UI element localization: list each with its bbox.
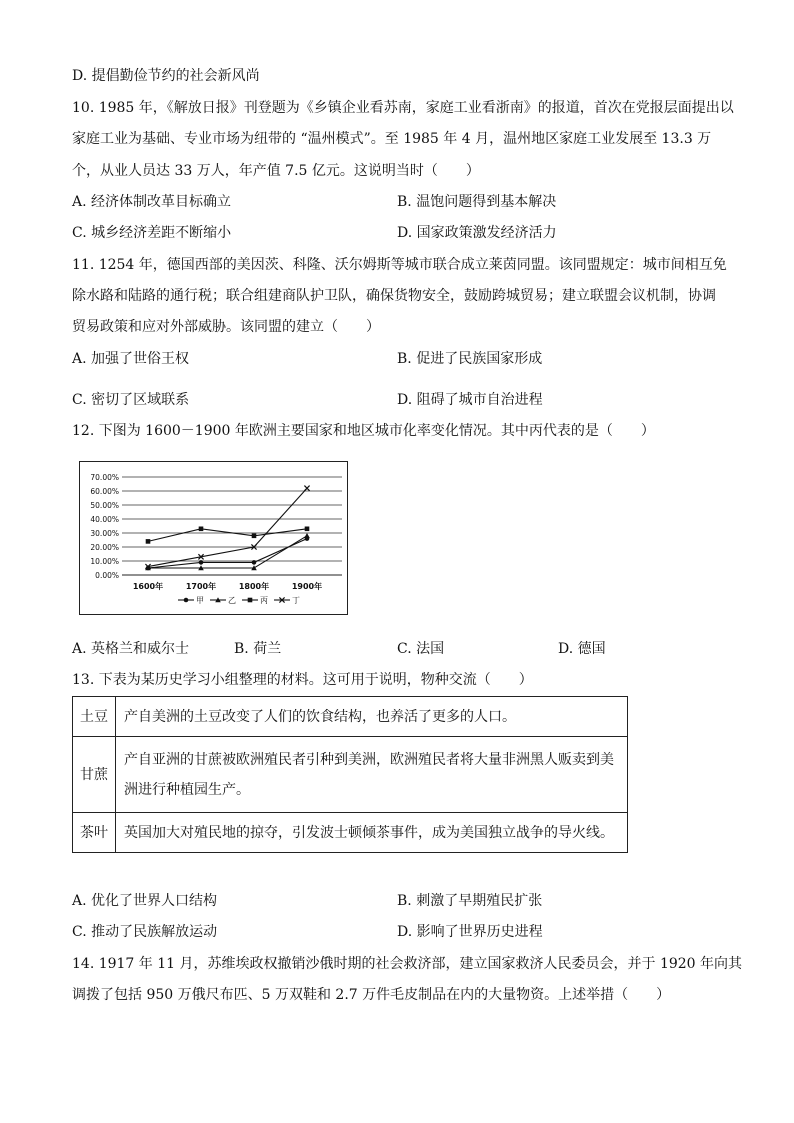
data-point-2-0	[146, 539, 151, 544]
table-row	[73, 813, 628, 853]
q12-option-d: D. 德国	[558, 641, 606, 657]
series-line-3	[148, 488, 307, 566]
data-point-2-3	[305, 527, 310, 532]
table-cell-text: 产自亚洲的甘蔗被欧洲殖民者引种到美洲，欧洲殖民者将大量非洲黑人贩卖到美 洲进行种植园生产。	[116, 737, 628, 813]
legend-label: 丙	[260, 596, 268, 605]
x-tick-label: 1800年	[238, 582, 270, 591]
data-point-1-3	[304, 533, 310, 538]
urbanization-chart-svg	[80, 462, 347, 614]
y-tick-label: 40.00%	[90, 515, 119, 524]
urbanization-chart	[79, 461, 348, 615]
q11-option-a: A. 加强了世俗王权	[72, 351, 190, 367]
y-tick-label: 20.00%	[90, 543, 119, 552]
q12-option-b: B. 荷兰	[234, 641, 282, 657]
y-tick-label: 60.00%	[90, 487, 119, 496]
q11-stem-line2: 除水路和陆路的通行税；联合组建商队护卫队，确保货物安全，鼓励跨城贸易；建立联盟会议机制，协调	[72, 288, 716, 304]
q11-stem-line1: 11. 1254 年，德国西部的美因茨、科隆、沃尔姆斯等城市联合成立莱茵同盟。该同盟规定：城市间相互免	[72, 257, 727, 273]
data-point-0-1	[199, 560, 204, 565]
data-point-0-2	[252, 560, 257, 565]
q13-option-a: A. 优化了世界人口结构	[72, 893, 218, 909]
q10-stem-line2: 家庭工业为基础、专业市场为纽带的 “温州模式”。至 1985 年 4 月，温州地区家庭工业发展至 13.3 万	[72, 131, 712, 147]
table-cell-text: 英国加大对殖民地的掠夺，引发波士顿倾茶事件，成为美国独立战争的导火线。	[116, 813, 628, 853]
table-cell-key: 茶叶	[73, 813, 116, 853]
table-cell-text: 产自美洲的土豆改变了人们的饮食结构，也养活了更多的人口。	[116, 697, 628, 737]
q10-stem-line1: 10. 1985 年，《解放日报》刊登题为《乡镇企业看苏南，家庭工业看浙南》的报道，首次在党报层面提出以	[72, 100, 734, 116]
y-tick-label: 50.00%	[90, 501, 119, 510]
q11-option-b: B. 促进了民族国家形成	[397, 351, 543, 367]
table-row	[73, 737, 628, 813]
y-tick-label: 0.00%	[95, 571, 119, 580]
q9-option-d: D. 提倡勤俭节约的社会新风尚	[72, 68, 260, 84]
series-line-2	[148, 529, 307, 542]
q12-option-a: A. 英格兰和威尔士	[72, 641, 190, 657]
legend-label: 甲	[196, 596, 204, 605]
data-point-2-1	[199, 527, 204, 532]
table-cell-key: 土豆	[73, 697, 116, 737]
q13-option-c: C. 推动了民族解放运动	[72, 924, 218, 940]
q13-material-table	[72, 696, 628, 853]
legend-label: 丁	[292, 596, 300, 605]
q11-option-d: D. 阻碍了城市自治进程	[397, 392, 543, 408]
q11-stem-line3: 贸易政策和应对外部威胁。该同盟的建立（ ）	[72, 319, 380, 335]
y-tick-label: 10.00%	[90, 557, 119, 566]
legend-marker	[184, 598, 189, 603]
y-tick-label: 70.00%	[90, 473, 119, 482]
legend-marker	[248, 598, 253, 603]
y-tick-label: 30.00%	[90, 529, 119, 538]
q10-option-a: A. 经济体制改革目标确立	[72, 194, 232, 210]
q10-option-b: B. 温饱问题得到基本解决	[397, 194, 557, 210]
table-row	[73, 697, 628, 737]
series-line-0	[148, 539, 307, 568]
legend-label: 乙	[228, 596, 236, 605]
table-cell-key: 甘蔗	[73, 737, 116, 813]
q12-stem: 12. 下图为 1600－1900 年欧洲主要国家和地区城市化率变化情况。其中丙代表的是（ ）	[72, 423, 655, 439]
q10-option-d: D. 国家政策激发经济活力	[397, 225, 557, 241]
x-tick-label: 1600年	[132, 582, 164, 591]
data-point-3-3	[304, 486, 309, 491]
q13-stem: 13. 下表为某历史学习小组整理的材料。这可用于说明，物种交流（ ）	[72, 672, 533, 688]
q13-option-d: D. 影响了世界历史进程	[397, 924, 543, 940]
q11-option-c: C. 密切了区域联系	[72, 392, 190, 408]
q14-stem-line1: 14. 1917 年 11 月，苏维埃政权撤销沙俄时期的社会救济部，建立国家救济人民委员会，并于 1920 年向其	[72, 956, 743, 972]
x-tick-label: 1900年	[291, 582, 323, 591]
data-point-2-2	[252, 534, 257, 539]
q14-stem-line2: 调拨了包括 950 万俄尺布匹、5 万双鞋和 2.7 万件毛皮制品在内的大量物资。上述举措（ ）	[72, 987, 671, 1003]
q10-option-c: C. 城乡经济差距不断缩小	[72, 225, 232, 241]
q10-stem-line3: 个，从业人员达 33 万人，年产值 7.5 亿元。这说明当时（ ）	[72, 163, 480, 179]
q13-option-b: B. 刺激了早期殖民扩张	[397, 893, 543, 909]
x-tick-label: 1700年	[185, 582, 217, 591]
q12-option-c: C. 法国	[397, 641, 445, 657]
